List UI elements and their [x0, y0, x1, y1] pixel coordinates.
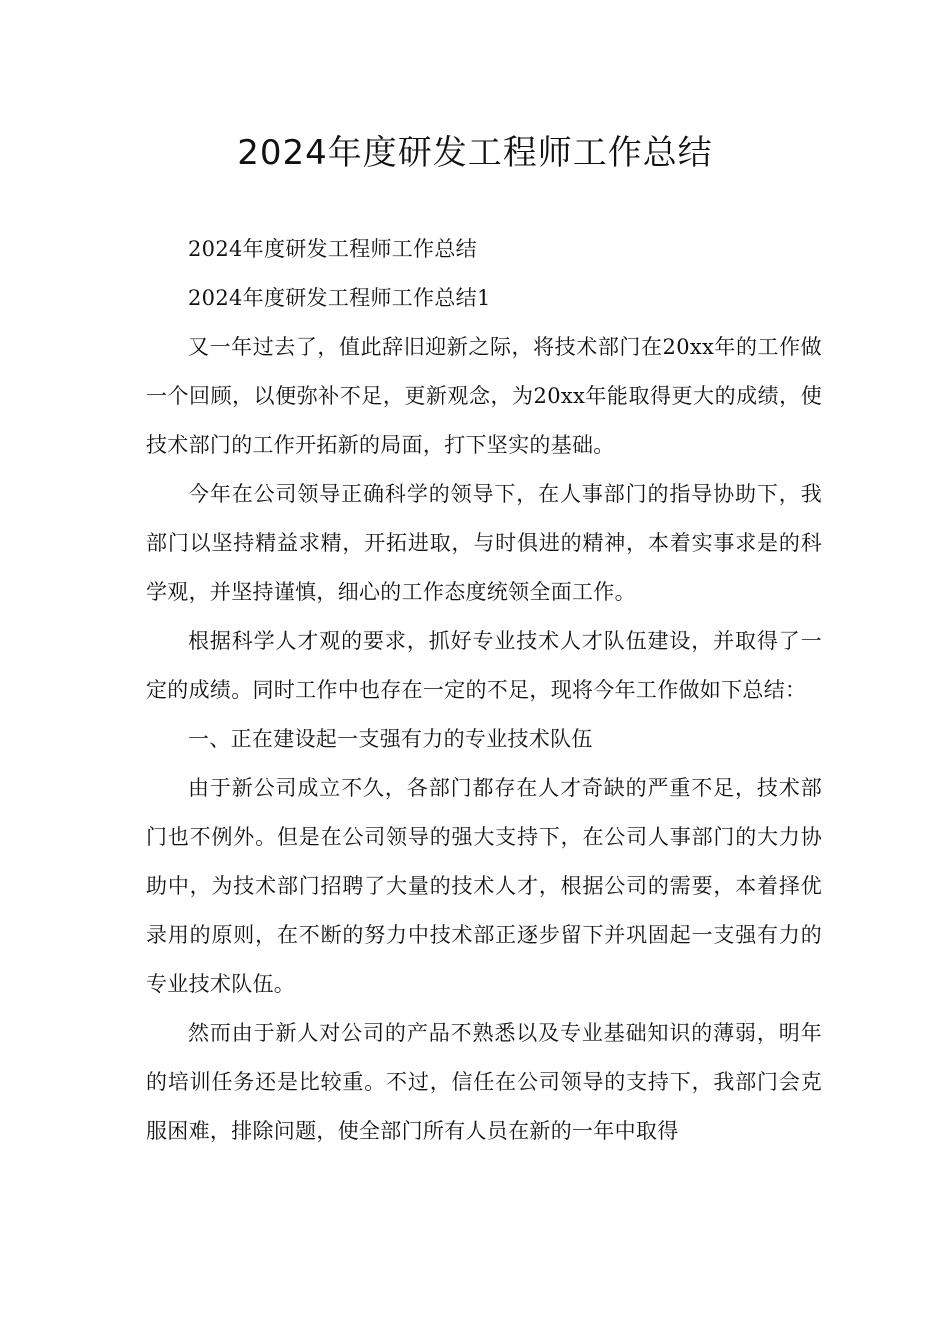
document-title: 2024年度研发工程师工作总结 — [237, 133, 713, 173]
paragraph-team: 由于新公司成立不久，各部门都存在人才奇缺的严重不足，技术部门也不例外。但是在公司领导的强大支持下，在公司人事部门的大力协助中，为技术部门招聘了大量的技术人才，根据公司的需要，本着择优录用的原则，在不断的努力中技术部正逐步留下并巩固起一支强有力的专业技术队伍。 — [146, 776, 822, 996]
paragraph-heading-1: 2024年度研发工程师工作总结1 — [188, 286, 491, 310]
paragraph-training: 然而由于新人对公司的产品不熟悉以及专业基础知识的薄弱，明年的培训任务还是比较重。不过，信任在公司领导的支持下，我部门会克服困难，排除问题，使全部门所有人员在新的一年中取得 — [146, 1021, 822, 1143]
paragraph-subtitle: 2024年度研发工程师工作总结 — [188, 237, 477, 261]
section-heading-1: 一、正在建设起一支强有力的专业技术队伍 — [188, 727, 593, 751]
paragraph-intro: 又一年过去了，值此辞旧迎新之际，将技术部门在20xx年的工作做一个回顾，以便弥补不足，更新观念，为20xx年能取得更大的成绩，使技术部门的工作开拓新的局面，打下坚实的基础。 — [146, 335, 822, 457]
document-body — [146, 225, 822, 1156]
paragraph-leadership: 今年在公司领导正确科学的领导下，在人事部门的指导协助下，我部门以坚持精益求精，开拓进取，与时俱进的精神，本着实事求是的科学观，并坚持谨慎，细心的工作态度统领全面工作。 — [146, 482, 822, 604]
paragraph-talent: 根据科学人才观的要求，抓好专业技术人才队伍建设，并取得了一定的成绩。同时工作中也存在一定的不足，现将今年工作做如下总结： — [146, 629, 822, 702]
